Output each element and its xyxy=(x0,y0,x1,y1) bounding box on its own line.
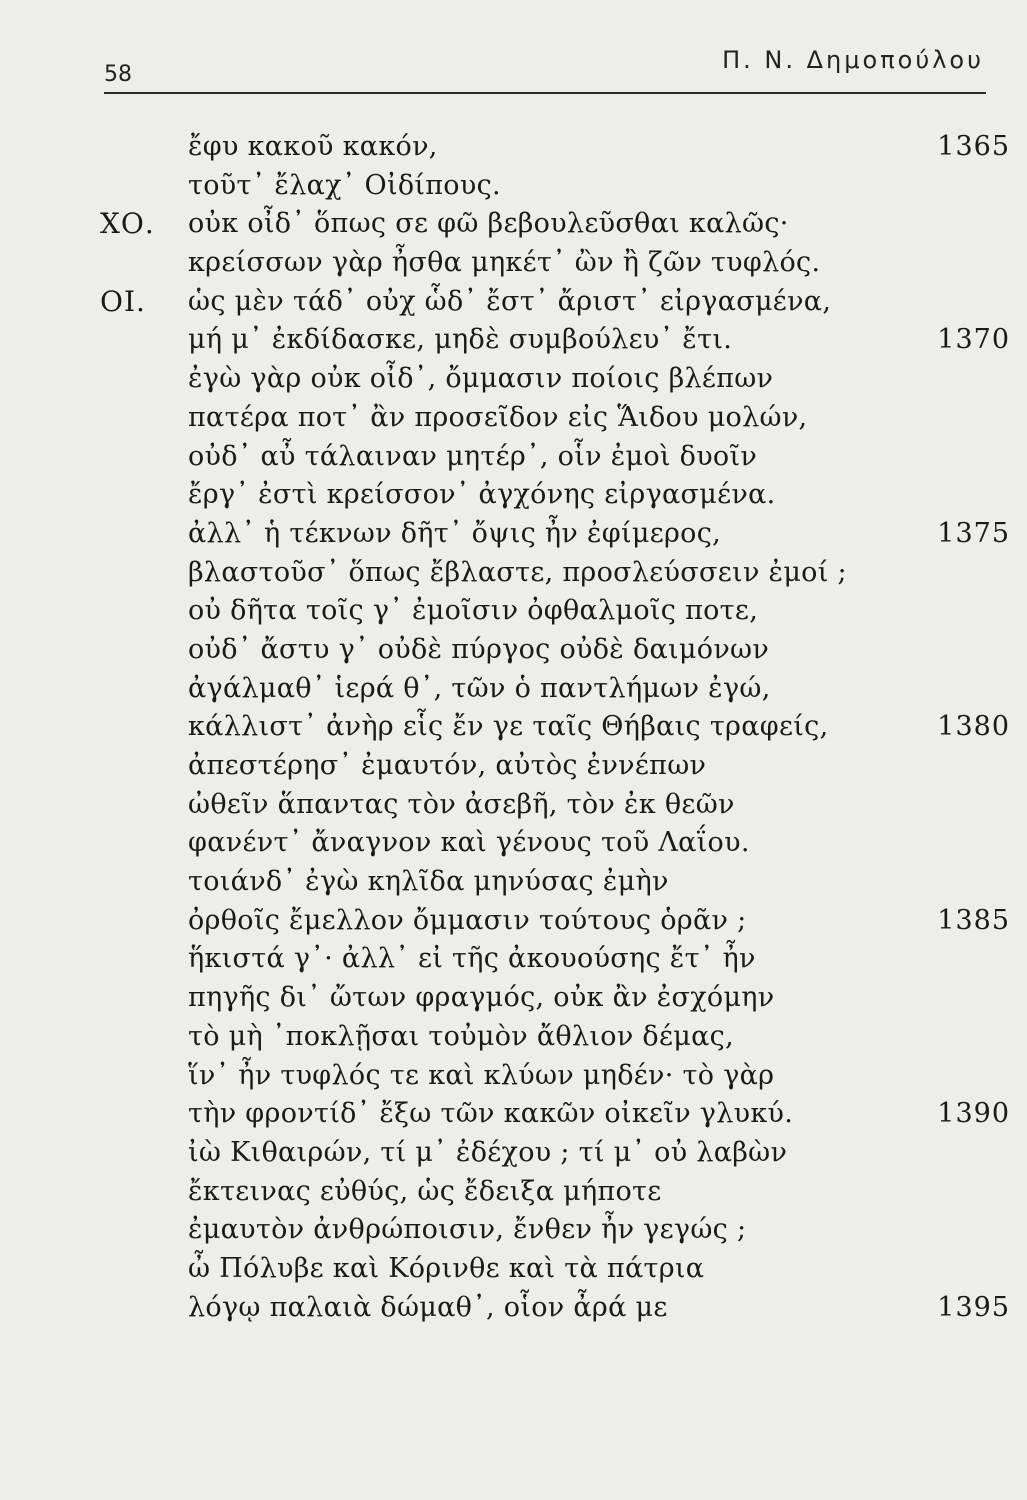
verse-line xyxy=(100,747,1010,786)
verse-text: τοιάνδ᾽ ἐγὼ κηλῖδα μηνύσας ἐμὴν xyxy=(188,866,669,898)
verse-line xyxy=(100,592,1010,631)
verse-line xyxy=(100,205,1010,244)
verse-line xyxy=(100,1057,1010,1096)
verse-line xyxy=(100,128,1010,167)
verse-text: πατέρα ποτ᾽ ἂν προσεῖδον εἰς Ἅιδου μολών, xyxy=(188,401,808,433)
verse-line xyxy=(100,708,1010,747)
verse-text: μή μ᾽ ἐκδίδασκε, μηδὲ συμβούλευ᾽ ἔτι. xyxy=(188,324,733,356)
verse-line xyxy=(100,863,1010,902)
verse-text: ἐγὼ γὰρ οὐκ οἶδ᾽, ὄμμασιν ποίοις βλέπων xyxy=(188,363,774,395)
verse-text: ἀπεστέρησ᾽ ἐμαυτόν, αὐτὸς ἐννέπων xyxy=(188,750,707,781)
verse-line xyxy=(100,283,1010,322)
verse-text: ἔφυ κακοῦ κακόν, xyxy=(188,131,438,162)
verse-line xyxy=(100,476,1010,515)
verse-text: πηγῆς δι᾽ ὤτων φραγμός, οὐκ ἂν ἐσχόμην xyxy=(188,982,775,1014)
verse-line xyxy=(100,438,1010,477)
verse-line xyxy=(100,554,1010,593)
verse-line xyxy=(100,824,1010,863)
verse-text: ἔκτεινας εὐθύς, ὡς ἔδειξα μήποτε xyxy=(188,1175,662,1207)
verse-text: ὦ Πόλυβε καὶ Κόρινθε καὶ τὰ πάτρια xyxy=(188,1252,705,1284)
verse-block xyxy=(100,128,1010,1327)
verse-line xyxy=(100,1250,1010,1289)
verse-line xyxy=(100,1095,1010,1134)
page-number: 58 xyxy=(104,62,132,87)
page-header xyxy=(104,44,984,94)
verse-text: οὐ δῆτα τοῖς γ᾽ ἐμοῖσιν ὀφθαλμοῖς ποτε, xyxy=(188,595,759,627)
verse-text: ἔργ᾽ ἐστὶ κρείσσον᾽ ἀγχόνης εἰργασμένα. xyxy=(188,479,776,511)
verse-line xyxy=(100,902,1010,941)
verse-text: φανέντ᾽ ἄναγνον καὶ γένους τοῦ Λαΐου. xyxy=(188,827,750,859)
verse-text: ἰὼ Κιθαιρών, τί μ᾽ ἐδέχου ; τί μ᾽ οὐ λαβὼν xyxy=(188,1136,788,1168)
verse-text: οὐδ᾽ αὖ τάλαιναν μητέρ᾽, οἷν ἐμοὶ δυοῖν xyxy=(188,440,758,472)
verse-line xyxy=(100,670,1010,709)
line-number: 1370 xyxy=(937,324,1010,356)
verse-line xyxy=(100,940,1010,979)
verse-text: οὐκ οἶδ᾽ ὅπως σε φῶ βεβουλεῦσθαι καλῶς· xyxy=(188,208,789,240)
verse-text: λόγῳ παλαιὰ δώμαθ᾽, οἷον ἆρά με xyxy=(188,1291,668,1323)
line-number: 1375 xyxy=(937,517,1010,549)
verse-text: ἥκιστά γ᾽· ἀλλ᾽ εἰ τῆς ἀκουούσης ἔτ᾽ ἦν xyxy=(188,943,756,975)
verse-text: ἐμαυτὸν ἀνθρώποισιν, ἔνθεν ἦν γεγώς ; xyxy=(188,1214,747,1246)
verse-line xyxy=(100,399,1010,438)
verse-text: τὸ μὴ ᾽ποκλῇσαι τοὐμὸν ἄθλιον δέμας, xyxy=(188,1020,734,1052)
verse-line xyxy=(100,631,1010,670)
speaker-label: ΧΟ. xyxy=(100,207,155,241)
verse-text: ὡς μὲν τάδ᾽ οὐχ ὧδ᾽ ἔστ᾽ ἄριστ᾽ εἰργασμένα, xyxy=(188,285,832,317)
verse-text: ὠθεῖν ἅπαντας τὸν ἀσεβῆ, τὸν ἐκ θεῶν xyxy=(188,788,735,820)
verse-line xyxy=(100,1173,1010,1212)
verse-line xyxy=(100,1211,1010,1250)
verse-line xyxy=(100,360,1010,399)
header-rule xyxy=(104,92,986,94)
verse-text: ἀγάλμαθ᾽ ἱερά θ᾽, τῶν ὁ παντλήμων ἐγώ, xyxy=(188,672,771,704)
line-number: 1365 xyxy=(937,131,1010,162)
line-number: 1380 xyxy=(937,711,1010,743)
running-head: Π. Ν. Δημοπούλου xyxy=(722,46,984,74)
verse-text: ἵν᾽ ἦν τυφλός τε καὶ κλύων μηδέν· τὸ γὰρ xyxy=(188,1059,775,1091)
verse-line xyxy=(100,1134,1010,1173)
verse-text: κρείσσων γὰρ ἦσθα μηκέτ᾽ ὢν ἢ ζῶν τυφλός. xyxy=(188,247,821,279)
verse-text: ἀλλ᾽ ἡ τέκνων δῆτ᾽ ὄψις ἦν ἐφίμερος, xyxy=(188,517,722,549)
verse-text: κάλλιστ᾽ ἀνὴρ εἷς ἔν γε ταῖς Θήβαις τραφείς, xyxy=(188,711,829,743)
line-number: 1395 xyxy=(937,1291,1010,1323)
verse-text: τοῦτ᾽ ἔλαχ᾽ Οἰδίπους. xyxy=(188,169,501,201)
verse-line xyxy=(100,167,1010,206)
verse-text: ὀρθοῖς ἔμελλον ὄμμασιν τούτους ὁρᾶν ; xyxy=(188,904,747,936)
speaker-label: ΟΙ. xyxy=(100,284,146,318)
verse-line xyxy=(100,515,1010,554)
verse-line xyxy=(100,786,1010,825)
verse-line xyxy=(100,979,1010,1018)
verse-line xyxy=(100,1018,1010,1057)
verse-line xyxy=(100,1289,1010,1328)
verse-line xyxy=(100,244,1010,283)
verse-line xyxy=(100,321,1010,360)
verse-text: βλαστοῦσ᾽ ὅπως ἔβλαστε, προσλεύσσειν ἐμοί ; xyxy=(188,556,847,588)
line-number: 1385 xyxy=(937,904,1010,936)
verse-text: τὴν φροντίδ᾽ ἔξω τῶν κακῶν οἰκεῖν γλυκύ. xyxy=(188,1098,794,1130)
verse-text: οὐδ᾽ ἄστυ γ᾽ οὐδὲ πύργος οὐδὲ δαιμόνων xyxy=(188,633,770,665)
line-number: 1390 xyxy=(937,1098,1010,1130)
